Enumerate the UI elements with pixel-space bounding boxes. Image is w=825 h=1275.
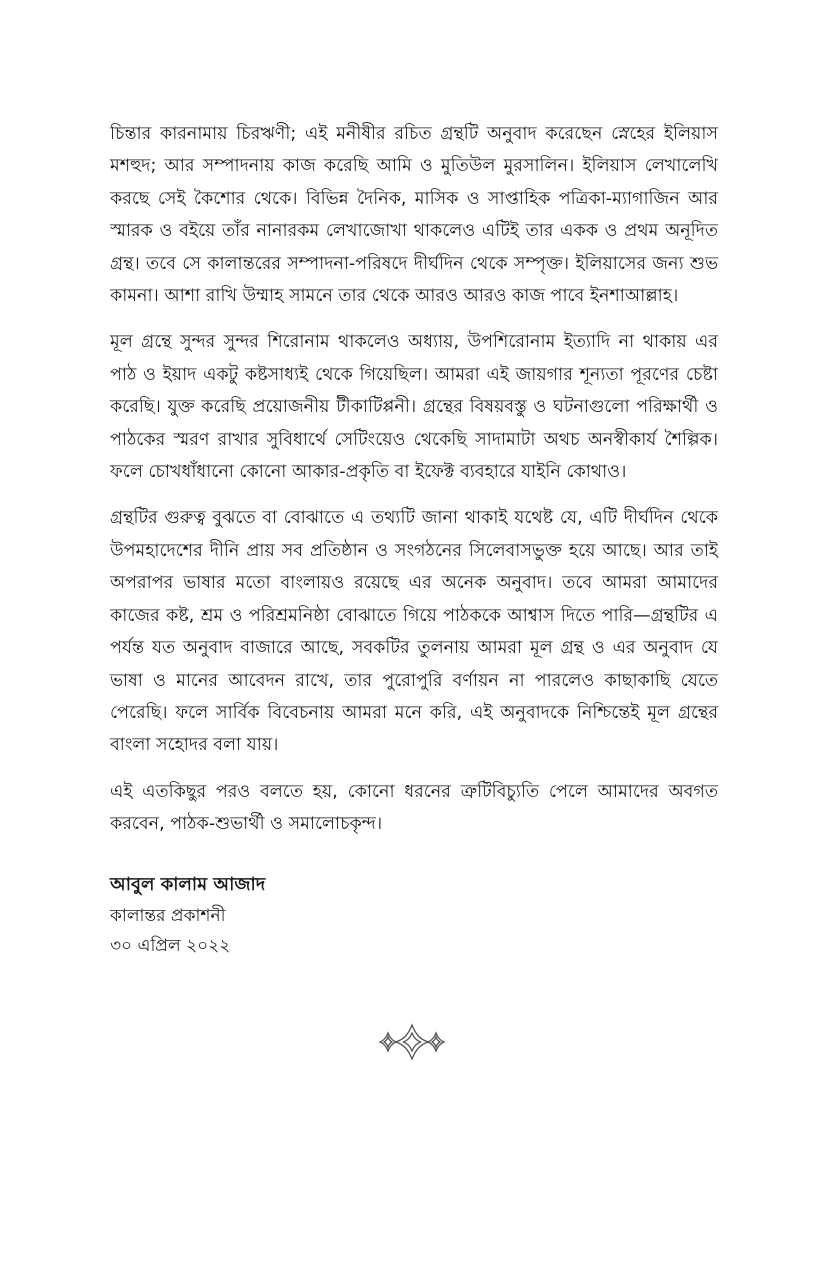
paragraph-4: এই এতকিছুর পরও বলতে হয়, কোনো ধরনের ত্রুটিবিচ্যুতি পেলে আমাদের অবগত করবেন, পাঠক-শুভার্থী ও সমালোচকৃন্দ। [110, 781, 718, 835]
signature-block [110, 869, 718, 961]
signature-name: আবুল কালাম আজাদ [110, 873, 266, 895]
document-page [110, 118, 718, 961]
paragraph-1: চিন্তার কারনামায় চিরঋণী; এই মনীষীর রচিত গ্রন্থটি অনুবাদ করেছেন স্নেহের ইলিয়াস মশহুদ; আর সম্পাদনায় কাজ করেছি আমি ও মুতিউল মুরসালিন। ইলিয়াস লেখালেখি করছে সেই কৈশোর থেকে। বিভিন্ন দৈনিক, মাসিক ও সাপ্তাহিক পত্রিকা-ম্যাগাজিন আর স্মারক ও বইয়ে তাঁর নানারকম লেখাজোখা থাকলেও এটিই তার একক ও প্রথম অনূদিত গ্রন্থ। তবে সে কালান্তরের সম্পাদনা-পরিষদে দীর্ঘদিন থেকে সম্পৃক্ত। ইলিয়াসের জন্য শুভ কামনা। আশা রাখি উম্মাহ সামনে তার থেকে আরও আরও কাজ পাবে ইনশাআল্লাহ। [110, 124, 718, 307]
paragraph-3: গ্রন্থটির গুরুত্ব বুঝতে বা বোঝাতে এ তথ্যটি জানা থাকাই যথেষ্ট যে, এটি দীর্ঘদিন থেকে উপমহাদেশের দীনি প্রায় সব প্রতিষ্ঠান ও সংগঠনের সিলেবাসভুক্ত হয়ে আছে। আর তাই অপরাপর ভাষার মতো বাংলায়ও রয়েছে এর অনেক অনুবাদ। তবে আমরা আমাদের কাজের কষ্ট, শ্রম ও পরিশ্রমনিষ্ঠা বোঝাতে গিয়ে পাঠককে আশ্বাস দিতে পারি—গ্রন্থটির এ পর্যন্ত যত অনুবাদ বাজারে আছে, সবকটির তুলনায় আমরা মূল গ্রন্থ ও এর অনুবাদ যে ভাষা ও মানের আবেদন রাখে, তার পুরোপুরি বর্ণায়ন না পারলেও কাছাকাছি যেতে পেরেছি। ফলে সার্বিক বিবেচনায় আমরা মনে করি, এই অনুবাদকে নিশ্চিন্তেই মূল গ্রন্থের বাংলা সহোদর বলা যায়। [110, 508, 718, 756]
diamond-star-ornament-icon [362, 1022, 462, 1062]
signature-date: ৩০ এপ্রিল ২০২২ [110, 935, 231, 956]
signature-organization: কালান্তর প্রকাশনী [110, 905, 226, 926]
paragraph-2: মূল গ্রন্থে সুন্দর সুন্দর শিরোনাম থাকলেও অধ্যায়, উপশিরোনাম ইত্যাদি না থাকায় এর পাঠ ও ইয়াদ একটু কষ্টসাধ্যই থেকে গিয়েছিল। আমরা এই জায়গার শূন্যতা পূরণের চেষ্টা করেছি। যুক্ত করেছি প্রয়োজনীয় টীকাটিপ্পনী। গ্রন্থের বিষয়বস্তু ও ঘটনাগুলো পরিক্ষার্থী ও পাঠকের স্মরণ রাখার সুবিধার্থে সেটিংয়েও থেকেছি সাদামাটা অথচ অনস্বীকার্য শৈল্পিক। ফলে চোখধাঁধানো কোনো আকার-প্রকৃতি বা ইফেক্ট ব্যবহারে যাইনি কোথাও। [110, 332, 718, 483]
